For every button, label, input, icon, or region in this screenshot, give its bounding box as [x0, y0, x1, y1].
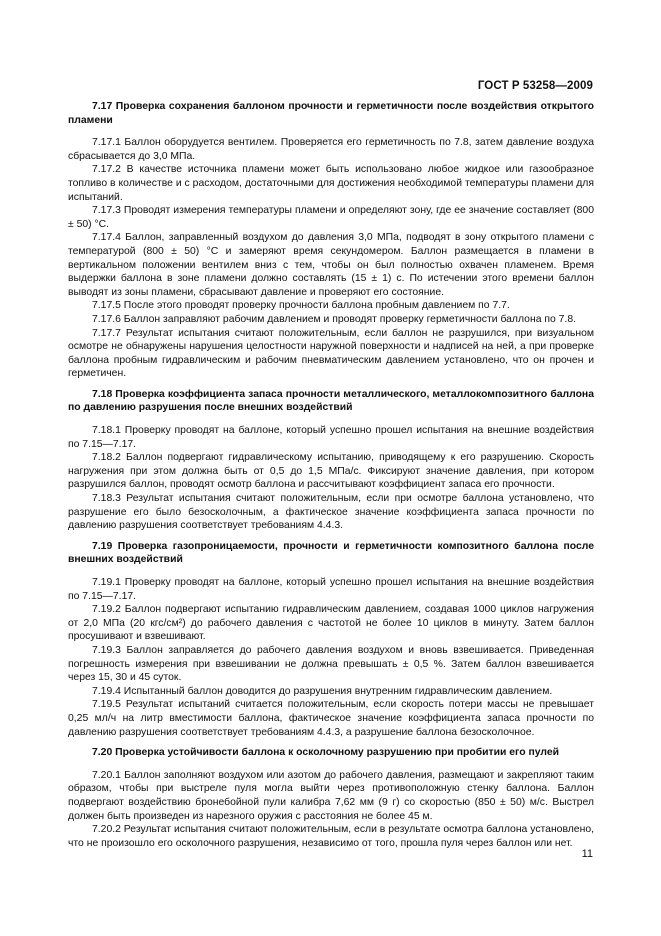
paragraph: 7.17.4 Баллон, заправленный воздухом до давления 3,0 МПа, подводят в зону открытого пламени с температурой (800 ± 50) °С и замеряют время секундомером. Баллон размещается в пламени в вертикальном положении вентилем вниз с тем, чтобы он был полностью охвачен пламенем. Время выдержки баллона в зоне пламени должно составлять (15 ± 1) с. По истечении этого времени баллон выводят из зоны пламени, сбрасывают давление и проверяют его состояние.: [68, 232, 594, 298]
paragraph: 7.20.2 Результат испытания считают положительным, если в результате осмотра баллона установлено, что не произошло его осколочного разрушения, независимо от того, прошла пуля через баллон или нет.: [68, 824, 594, 849]
document-header: ГОСТ Р 53258—2009: [477, 80, 593, 92]
paragraph: 7.17.6 Баллон заправляют рабочим давлением и проводят проверку герметичности баллона по 7.8.: [92, 313, 576, 325]
paragraph: 7.17.7 Результат испытания считают положительным, если баллон не разрушился, при визуальном осмотре не обнаружены нарушения целостности наружной поверхности и надписей на ней, а при проверке баллона пробным гидравлическим и рабочим пневматическим давлением установлено, что он прочен и герметичен.: [68, 327, 594, 380]
section-7-17: [68, 100, 594, 381]
document-body: [68, 100, 594, 850]
paragraph: 7.19.2 Баллон подвергают испытанию гидравлическим давлением, создавая 1000 циклов нагружения от 2,0 МПа (20 кгс/см²) до рабочего давления с частотой не более 10 циклов в минуту. Затем баллон просушивают и взвешивают.: [68, 604, 594, 643]
paragraph: 7.17.5 После этого проводят проверку прочности баллона пробным давлением по 7.7.: [92, 300, 510, 312]
section-title: 7.17 Проверка сохранения баллоном прочности и герметичности после воздействия открытого пламени: [68, 101, 594, 126]
paragraph: 7.18.3 Результат испытания считают положительным, если при осмотре баллона установлено, что разрушение его было безосколочным, а фактическое значение коэффициента запаса прочности по давлению разрушения соответствует требованиям 4.4.3.: [68, 493, 594, 532]
paragraph: 7.19.1 Проверку проводят на баллоне, который успешно прошел испытания на внешние воздействия по 7.15—7.17.: [68, 577, 594, 602]
page-number: 11: [581, 848, 593, 860]
section-title: 7.19 Проверка газопроницаемости, прочности и герметичности композитного баллона после внешних воздействий: [68, 540, 594, 566]
paragraph: 7.18.1 Проверку проводят на баллоне, который успешно прошел испытания на внешние воздействия по 7.15—7.17.: [68, 425, 594, 450]
section-7-19: [68, 540, 594, 739]
paragraph: 7.17.2 В качестве источника пламени может быть использовано любое жидкое или газообразное топливо в количестве и с расходом, достаточными для достижения необходимой температуры пламени для испытаний.: [68, 164, 594, 203]
section-7-18: [68, 388, 594, 533]
paragraph: 7.20.1 Баллон заполняют воздухом или азотом до рабочего давления, размещают и закрепляют таким образом, чтобы при выстреле пуля могла выйти через противоположную стенку баллона. Баллон подвергают воздействию бронебойной пули калибра 7,62 мм (9 г) со скоростью (850 ± 50) м/с. Выстрел должен быть произведен из нарезного оружия с расстояния не более 45 м.: [68, 769, 594, 822]
paragraph: 7.19.5 Результат испытаний считается положительным, если скорость потери массы не превышает 0,25 мл/ч на литр вместимости баллона, фактическое значение коэффициента запаса прочности по давлению разрушения соответствует требованиям 4.4.3, а разрушение баллона безосколочное.: [68, 699, 594, 738]
paragraph: 7.19.4 Испытанный баллон доводится до разрушения внутренним гидравлическим давлением.: [92, 685, 553, 697]
section-title: 7.20 Проверка устойчивости баллона к осколочному разрушению при пробитии его пулей: [92, 747, 560, 759]
section-7-20: [68, 746, 594, 850]
section-title: 7.18 Проверка коэффициента запаса прочности металлического, металлокомпозитного баллона по давлению разрушения после внешних воздействий: [68, 388, 594, 414]
paragraph: 7.17.1 Баллон оборудуется вентилем. Проверяется его герметичность по 7.8, затем давление воздуха сбрасывается до 3,0 МПа.: [68, 137, 594, 162]
paragraph: 7.17.3 Проводят измерения температуры пламени и определяют зону, где ее значение составляет (800 ± 50) °С.: [68, 205, 594, 230]
paragraph: 7.18.2 Баллон подвергают гидравлическому испытанию, приводящему к его разрушению. Скорость нагружения при этом должна быть от 0,5 до 1,5 МПа/с. Фиксируют значение давления, при котором разрушился баллон, проводят осмотр баллона и рассчитывают коэффициент запаса его прочности.: [68, 452, 594, 491]
paragraph: 7.19.3 Баллон заправляется до рабочего давления воздухом и вновь взвешивается. Приведенная погрешность измерения при взвешивании не должна превышать ± 0,5 %. Затем баллон взвешивается через 15, 30 и 45 суток.: [68, 644, 594, 684]
